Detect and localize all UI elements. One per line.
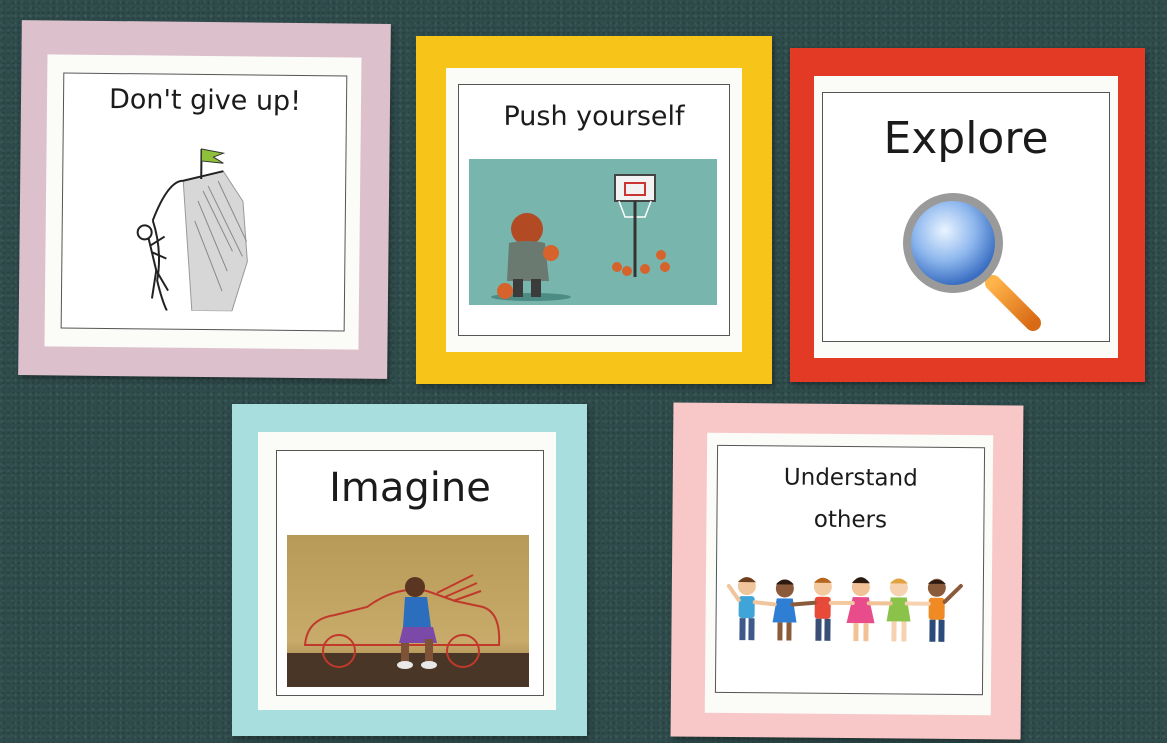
card-border [458,84,730,336]
card-border [822,92,1110,342]
card-understand-others [671,402,1024,739]
card-paper [814,76,1118,358]
card-title-line-2: others [813,506,888,534]
card-title: Imagine [329,465,491,511]
magnifying-glass-icon [893,187,1053,337]
card-border [715,445,985,695]
card-paper [44,54,361,349]
card-title-line-1: Understand [783,464,918,492]
card-dont-give-up [18,20,391,379]
card-border [61,73,348,332]
climber-flag-illustration [122,140,264,311]
girl-imaginary-car-photo [287,535,529,687]
basketball-illustration [469,159,717,305]
children-holding-hands-illustration [724,570,975,652]
card-title: Push yourself [503,101,685,132]
card-paper [258,432,556,710]
card-title: Explore [883,113,1049,164]
card-border [276,450,544,696]
card-paper [446,68,742,352]
card-push-yourself [416,36,772,384]
card-explore [790,48,1145,382]
card-title: Don't give up! [108,83,302,118]
card-imagine [232,404,587,736]
card-paper [705,433,993,715]
